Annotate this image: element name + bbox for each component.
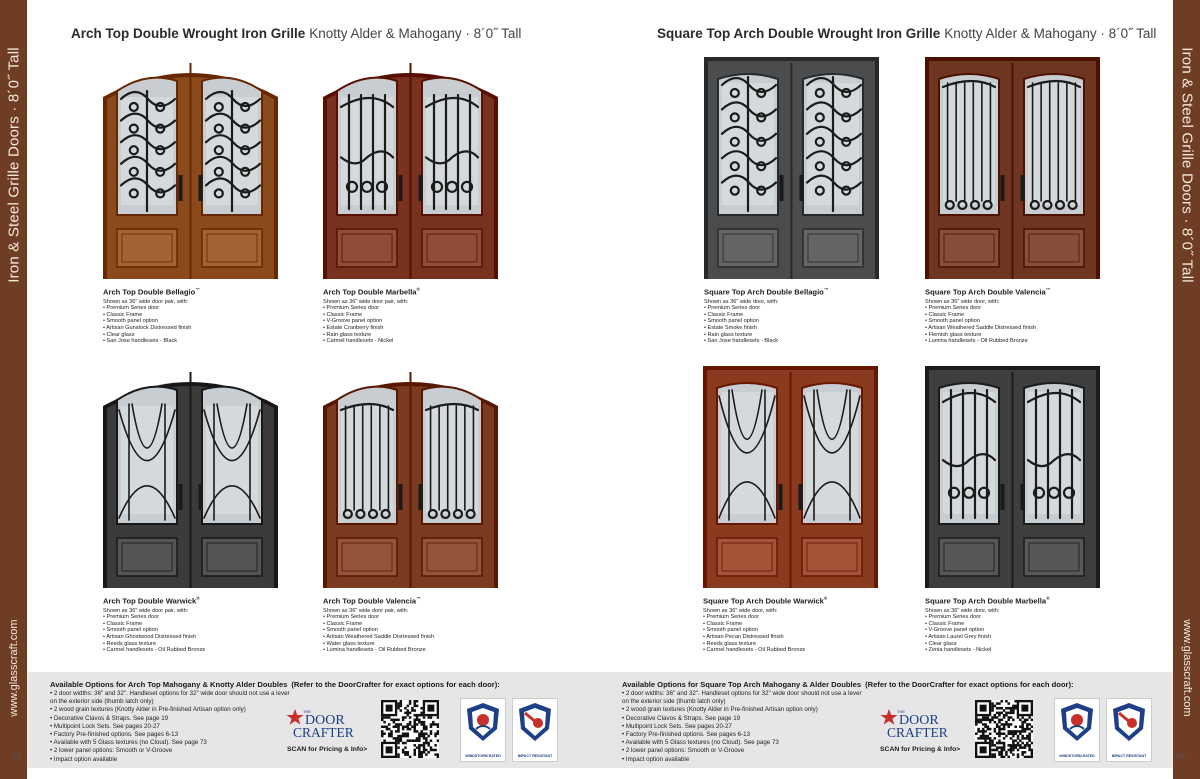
door-illustration [704, 57, 879, 279]
door-image-square-valencia [925, 57, 1100, 279]
door-illustration [323, 57, 498, 279]
spec-intro: Shown as 36" wide door, with: [703, 607, 778, 614]
doorcrafter-logo[interactable] [285, 706, 365, 742]
door-caption [703, 594, 893, 654]
qr-code[interactable] [381, 700, 439, 758]
spec-intro: Shown as 36" wide door, with: [925, 298, 1000, 305]
options-list [50, 690, 290, 764]
spec-item: • Premium Series door [704, 305, 894, 312]
spine-url[interactable]: www.glasscraft.com [1180, 619, 1193, 717]
spec-item: • Estate Smoke finish [704, 325, 894, 332]
left-spine [0, 0, 27, 779]
spec-item: • V-Groove panel option [925, 627, 1115, 634]
spec-item: • Factory Pre-finished options. See pages 6-13 [622, 731, 862, 739]
spec-item: • Premium Series door [323, 305, 513, 312]
spec-intro: Shown as 36" wide door, with: [925, 607, 1000, 614]
title-bold: Square Top Arch Double Wrought Iron Grille [657, 26, 941, 41]
spec-item: • Factory Pre-finished options. See pages 6-13 [50, 731, 290, 739]
spec-item: • Premium Series door [925, 614, 1115, 621]
spec-item: • 2 lower panel options: Smooth or V-Groove [622, 747, 862, 755]
spec-item: • Lumina handlesets - Oil Rubbed Bronze [323, 647, 513, 654]
door-spec-list [925, 299, 1115, 345]
door-image-arch-bellagio [103, 57, 278, 279]
spec-item: • Smooth panel option [925, 318, 1115, 325]
door-caption [704, 285, 894, 345]
svg-text:CRAFTER: CRAFTER [887, 725, 948, 740]
left-page-title [71, 26, 521, 41]
badge-label: WINDSTORM RATED [1059, 754, 1095, 758]
title-subtitle: Knotty Alder & Mahogany · 8´0˝ Tall [309, 26, 522, 41]
doorcrafter-logo[interactable] [879, 706, 959, 742]
options-heading: Available Options for Arch Top Mahogany & Knotty Alder Doubles (Refer to the DoorCrafter for exact options for each door): [50, 680, 500, 689]
spine-title: Iron & Steel Grille Doors · 8´0˝ Tall [1178, 47, 1195, 283]
spec-item: • Artisan Pecan Distressed finish [703, 634, 893, 641]
spec-item: • San Jose handlesets - Black [103, 338, 293, 345]
spec-item: • Flemish glass texture [925, 332, 1115, 339]
qr-code[interactable] [975, 700, 1033, 758]
spec-intro: Shown as 36" wide door pair, with: [323, 607, 409, 614]
spec-item: • Available with 5 Glass textures (no Cloud). See page 73 [50, 739, 290, 747]
badge-label: IMPACT RESISTANT [1111, 754, 1147, 758]
door-illustration [323, 366, 498, 588]
spec-item: • 2 wood grain textures (Knotty Alder in Pre-finished Artisan option only) [50, 706, 290, 714]
door-image-square-warwick [703, 366, 878, 588]
door-name: Square Top Arch Double Bellagio™ [704, 287, 829, 297]
door-spec-list [925, 608, 1115, 654]
windstorm-rated-badge [1054, 698, 1100, 762]
spine-url[interactable]: www.glasscraft.com [7, 619, 20, 717]
svg-text:DOOR: DOOR [899, 713, 939, 728]
spec-item: • Lumina handlesets - Oil Rubbed Bronze [925, 338, 1115, 345]
badge-label: IMPACT RESISTANT [517, 754, 553, 758]
door-name: Square Top Arch Double Warwick® [703, 596, 828, 606]
spec-item: • Classic Frame [925, 312, 1115, 319]
options-heading: Available Options for Square Top Arch Mahogany & Alder Doubles (Refer to the DoorCrafter for exact options for each door): [622, 680, 1074, 689]
page-number-left: 82 [12, 752, 21, 761]
door-name: Square Top Arch Double Valencia™ [925, 287, 1051, 297]
scan-prompt[interactable]: SCAN for Pricing & Info> [880, 746, 961, 753]
door-caption [323, 594, 513, 654]
right-page-title [657, 26, 1156, 41]
options-footer-left [27, 672, 601, 768]
spec-item: • Clear glass [925, 641, 1115, 648]
impact-resistant-badge [512, 698, 558, 762]
door-spec-list [323, 608, 513, 654]
door-image-square-marbella [925, 366, 1100, 588]
spec-item: • Rain glass texture [704, 332, 894, 339]
door-illustration [103, 366, 278, 588]
door-illustration [925, 366, 1100, 588]
door-caption [323, 285, 513, 345]
door-image-square-bellagio [704, 57, 879, 279]
spec-item: • Multipoint Lock Sets. See pages 20-27 [50, 723, 290, 731]
door-caption [103, 285, 293, 345]
spec-item: • Classic Frame [925, 621, 1115, 628]
spec-item: • 2 door widths: 36" and 32". Handleset options for 32" wide door should not use a lever on the exterior side (thumb latch only) [622, 690, 862, 706]
spec-intro: Shown as 36" wide door pair, with: [103, 607, 189, 614]
options-list [622, 690, 862, 764]
door-name: Arch Top Double Valencia™ [323, 596, 421, 606]
spec-item: • Reeds glass texture [703, 641, 893, 648]
spec-item: • 2 wood grain textures (Knotty Alder in Pre-finished Artisan option only) [622, 706, 862, 714]
spec-item: • Premium Series door [925, 305, 1115, 312]
spec-item: • Artisan Weathered Saddle Distressed finish [323, 634, 513, 641]
spec-item: • Artisan Laurel Grey finish [925, 634, 1115, 641]
spec-item: • Decorative Clavos & Straps. See page 19 [50, 715, 290, 723]
windstorm-rated-badge [460, 698, 506, 762]
impact-resistant-badge [1106, 698, 1152, 762]
door-spec-list [103, 608, 293, 654]
spec-item: • Smooth panel option [704, 318, 894, 325]
door-caption [103, 594, 293, 654]
spec-item: • Premium Series door [103, 614, 293, 621]
door-spec-list [323, 299, 513, 345]
door-caption [925, 594, 1115, 654]
svg-text:THE: THE [303, 709, 311, 714]
spec-item: • Smooth panel option [103, 318, 293, 325]
spec-item: • Classic Frame [704, 312, 894, 319]
door-spec-list [704, 299, 894, 345]
spec-item: • Carmel handlesets - Oil Rubbed Bronze [103, 647, 293, 654]
spec-item: • Classic Frame [323, 312, 513, 319]
spec-item: • Smooth panel option [103, 627, 293, 634]
spec-item: • Premium Series door [703, 614, 893, 621]
spec-item: • Smooth panel option [703, 627, 893, 634]
door-image-arch-valencia [323, 366, 498, 588]
door-illustration [925, 57, 1100, 279]
spec-item: • Impact option available [622, 756, 862, 764]
spec-item: • Carmel handlesets - Nickel [323, 338, 513, 345]
svg-text:THE: THE [897, 709, 905, 714]
spec-item: • Classic Frame [703, 621, 893, 628]
spec-item: • Water glass texture [323, 641, 513, 648]
spec-item: • Artisan Gunstock Distressed finish [103, 325, 293, 332]
spec-item: • Premium Series door [103, 305, 293, 312]
title-subtitle: Knotty Alder & Mahogany · 8´0˝ Tall [944, 26, 1157, 41]
options-footer-right [599, 672, 1173, 768]
spec-item: • Classic Frame [103, 312, 293, 319]
spec-item: • Classic Frame [103, 621, 293, 628]
door-name: Arch Top Double Marbella® [323, 287, 420, 297]
right-spine [1173, 0, 1200, 779]
spec-intro: Shown as 36" wide door pair, with: [103, 298, 189, 305]
spec-item: • Artisan Ghostwood Distressed finish [103, 634, 293, 641]
spec-intro: Shown as 36" wide door pair, with: [323, 298, 409, 305]
spec-item: • Classic Frame [323, 621, 513, 628]
spec-item: • Clear glass [103, 332, 293, 339]
spec-item: • Premium Series door [323, 614, 513, 621]
door-image-arch-warwick [103, 366, 278, 588]
title-bold: Arch Top Double Wrought Iron Grille [71, 26, 306, 41]
spec-item: • Carmel handlesets - Oil Rubbed Bronze [703, 647, 893, 654]
spec-item: • Impact option available [50, 756, 290, 764]
spec-item: • Multipoint Lock Sets. See pages 20-27 [622, 723, 862, 731]
spine-title: Iron & Steel Grille Doors · 8´0˝ Tall [5, 47, 22, 283]
spec-intro: Shown as 36" wide door, with: [704, 298, 779, 305]
spec-item: • Smooth panel option [323, 627, 513, 634]
page-number-right: 83 [1176, 752, 1185, 761]
door-caption [925, 285, 1115, 345]
door-spec-list [703, 608, 893, 654]
badge-label: WINDSTORM RATED [465, 754, 501, 758]
spec-item: • V-Groove panel option [323, 318, 513, 325]
spec-item: • 2 lower panel options: Smooth or V-Groove [50, 747, 290, 755]
door-illustration [703, 366, 878, 588]
svg-text:CRAFTER: CRAFTER [293, 725, 354, 740]
spec-item: • Decorative Clavos & Straps. See page 19 [622, 715, 862, 723]
door-illustration [103, 57, 278, 279]
door-spec-list [103, 299, 293, 345]
spec-item: • San Jose handlesets - Black [704, 338, 894, 345]
door-image-arch-marbella [323, 57, 498, 279]
spec-item: • 2 door widths: 36" and 32". Handleset options for 32" wide door should not use a lever on the exterior side (thumb latch only) [50, 690, 290, 706]
spec-item: • Available with 5 Glass textures (no Cloud). See page 73 [622, 739, 862, 747]
spec-item: • Reeds glass texture [103, 641, 293, 648]
spec-item: • Estate Cranberry finish [323, 325, 513, 332]
spec-item: • Artisan Weathered Saddle Distressed finish [925, 325, 1115, 332]
spec-item: • Rain glass texture [323, 332, 513, 339]
door-name: Square Top Arch Double Marbella® [925, 596, 1050, 606]
door-name: Arch Top Double Bellagio™ [103, 287, 200, 297]
svg-text:DOOR: DOOR [305, 713, 345, 728]
scan-prompt[interactable]: SCAN for Pricing & Info> [287, 746, 368, 753]
spec-item: • Zenia handlesets - Nickel [925, 647, 1115, 654]
door-name: Arch Top Double Warwick® [103, 596, 200, 606]
